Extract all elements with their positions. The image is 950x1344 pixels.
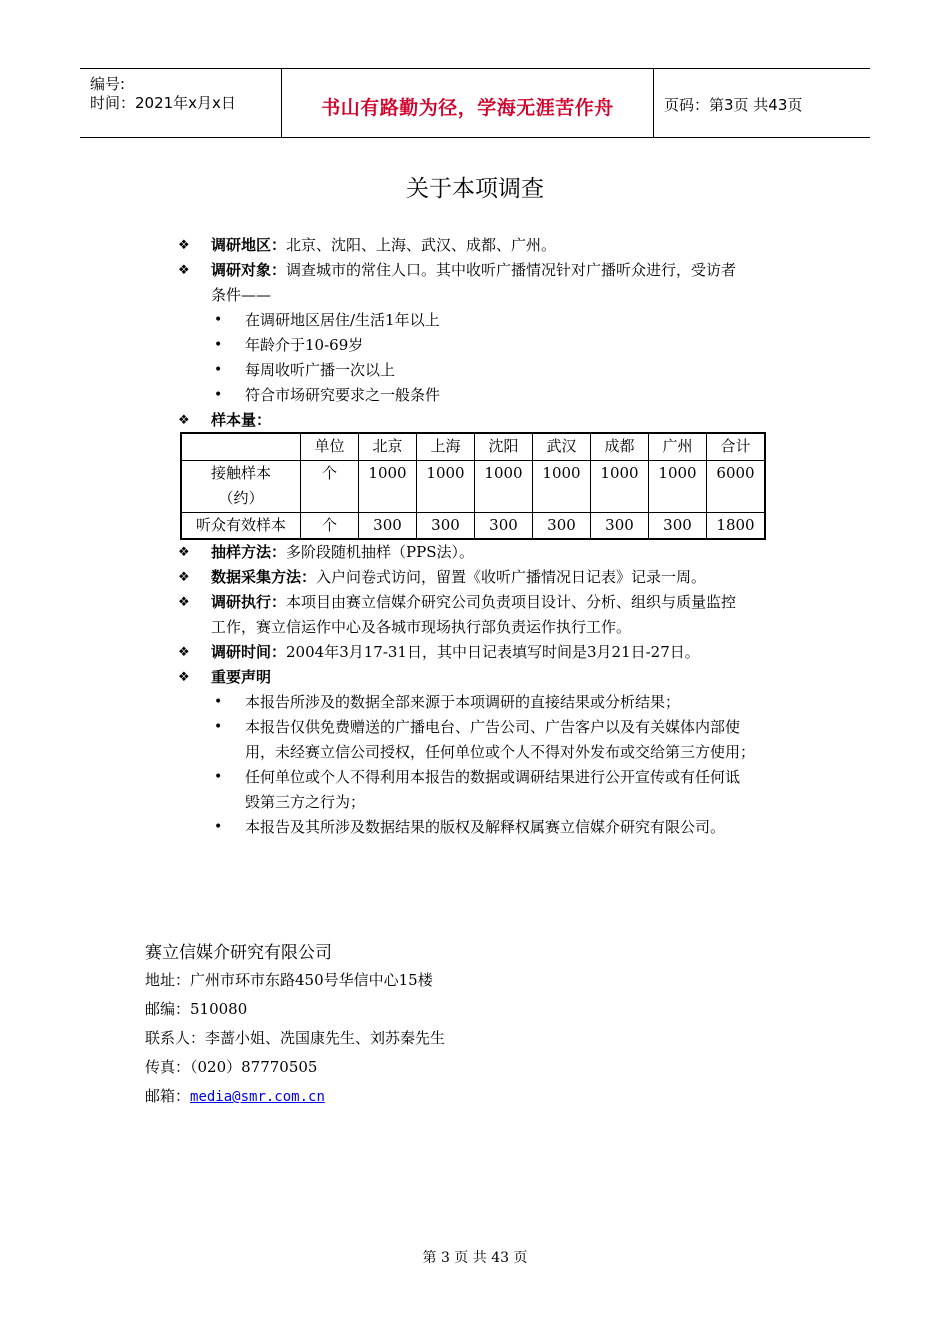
statement-item-cont: 用，未经赛立信公司授权，任何单位或个人不得对外发布或交给第三方使用；: [245, 743, 756, 761]
table-cell: 300: [417, 512, 475, 539]
table-header-cell: 北京: [359, 433, 417, 460]
table-header-cell: 广州: [649, 433, 707, 460]
table-header-row: [181, 433, 765, 460]
sampling-label: 抽样方法：: [211, 543, 287, 561]
statement-item-cont: 毁第三方之行为；: [245, 793, 366, 811]
collection-value: 入户问卷式访问，留置《收听广播情况日记表》记录一周。: [316, 568, 707, 586]
table-cell: 300: [533, 512, 591, 539]
table-row-name: [181, 460, 301, 512]
row-name-line: 接触样本: [210, 463, 271, 482]
table-header-cell: 单位: [301, 433, 359, 460]
table-header-cell: 沈阳: [475, 433, 533, 460]
sample-table: [180, 432, 766, 540]
contact-fax: 传真：（020）87770505: [145, 1058, 318, 1076]
target-line: [211, 258, 736, 283]
header-date: 时间：2021年x月x日: [90, 94, 236, 112]
table-header-cell: 合计: [707, 433, 766, 460]
table-cell: 1000: [591, 460, 649, 512]
condition-item: 每周收听广播一次以上: [245, 361, 396, 379]
diamond-bullet-icon: ❖: [178, 595, 190, 610]
condition-item: 符合市场研究要求之一般条件: [245, 386, 441, 404]
header-meta-cell: [80, 69, 282, 137]
statement-label: 重要声明: [211, 668, 272, 686]
diamond-bullet-icon: ❖: [178, 238, 190, 253]
sampling-value: 多阶段随机抽样（PPS法）。: [286, 543, 474, 561]
dot-bullet-icon: •: [214, 337, 223, 353]
table-cell: 300: [475, 512, 533, 539]
email-label: 邮箱：: [145, 1087, 191, 1105]
contact-persons: 联系人：李蔷小姐、冼国康先生、刘苏秦先生: [145, 1029, 446, 1047]
page-title: 关于本项调查: [406, 176, 544, 202]
table-header-cell: 上海: [417, 433, 475, 460]
time-label: 调研时间：: [211, 643, 287, 661]
execution-label: 调研执行：: [211, 593, 287, 611]
table-cell: 个: [301, 512, 359, 539]
condition-item: 在调研地区居住/生活1年以上: [245, 311, 440, 329]
table-cell: 6000: [707, 460, 766, 512]
region-label: 调研地区：: [211, 236, 287, 254]
dot-bullet-icon: •: [214, 387, 223, 403]
company-name: 赛立信媒介研究有限公司: [145, 943, 332, 963]
page-footer: 第 3 页 共 43 页: [422, 1250, 528, 1266]
diamond-bullet-icon: ❖: [178, 645, 190, 660]
table-cell: 1800: [707, 512, 766, 539]
region-line: [211, 233, 556, 258]
dot-bullet-icon: •: [214, 362, 223, 378]
time-value: 2004年3月17-31日，其中日记表填写时间是3月21日-27日。: [286, 643, 700, 661]
dot-bullet-icon: •: [214, 312, 223, 328]
table-row: [181, 512, 765, 539]
row-name-line: （约）: [218, 488, 264, 507]
contact-address: 地址：广州市环市东路450号华信中心15楼: [145, 971, 433, 989]
statement-item: 本报告及其所涉及数据结果的版权及解释权属赛立信媒介研究有限公司。: [245, 818, 726, 836]
statement-item: 本报告所涉及的数据全部来源于本项调研的直接结果或分析结果；: [245, 693, 681, 711]
execution-value: 本项目由赛立信媒介研究公司负责项目设计、分析、组织与质量监控: [286, 593, 737, 611]
statement-item: 本报告仅供免费赠送的广播电台、广告公司、广告客户以及有关媒体内部使: [245, 718, 741, 736]
table-cell: 300: [649, 512, 707, 539]
table-header-cell: [181, 433, 301, 460]
time-line: [211, 640, 700, 665]
dot-bullet-icon: •: [214, 819, 223, 835]
collection-line: [211, 565, 706, 590]
sampling-line: [211, 540, 474, 565]
header-motto: 书山有路勤为径，学海无涯苦作舟: [321, 97, 614, 119]
execution-line-cont: 工作，赛立信运作中心及各城市现场执行部负责运作执行工作。: [211, 618, 632, 636]
statement-item: 任何单位或个人不得利用本报告的数据或调研结果进行公开宣传或有任何诋: [245, 768, 741, 786]
condition-item: 年龄介于10-69岁: [245, 336, 364, 354]
diamond-bullet-icon: ❖: [178, 570, 190, 585]
table-header-cell: 武汉: [533, 433, 591, 460]
email-link[interactable]: media@smr.com.cn: [190, 1089, 325, 1105]
header-motto-cell: [282, 69, 654, 137]
dot-bullet-icon: •: [214, 719, 223, 735]
table-cell: 300: [359, 512, 417, 539]
target-label: 调研对象：: [211, 261, 287, 279]
target-line-cont: 条件——: [211, 286, 272, 304]
table-cell: 1000: [359, 460, 417, 512]
dot-bullet-icon: •: [214, 694, 223, 710]
header-page-cell: [654, 69, 870, 137]
contact-postcode: 邮编：510080: [145, 1000, 248, 1018]
page-header: [80, 68, 870, 138]
table-cell: 1000: [533, 460, 591, 512]
diamond-bullet-icon: ❖: [178, 545, 190, 560]
table-row: [181, 460, 765, 512]
execution-line: [211, 590, 736, 615]
header-page-info: 页码：第3页 共43页: [664, 96, 803, 114]
diamond-bullet-icon: ❖: [178, 670, 190, 685]
table-cell: 个: [301, 460, 359, 512]
target-value: 调查城市的常住人口。其中收听广播情况针对广播听众进行，受访者: [286, 261, 737, 279]
collection-label: 数据采集方法：: [211, 568, 317, 586]
table-cell: 300: [591, 512, 649, 539]
diamond-bullet-icon: ❖: [178, 413, 190, 428]
sample-label: 样本量：: [211, 411, 272, 429]
region-value: 北京、沈阳、上海、武汉、成都、广州。: [286, 236, 557, 254]
contact-email-line: [145, 1085, 325, 1108]
table-cell: 1000: [475, 460, 533, 512]
table-cell: 1000: [417, 460, 475, 512]
dot-bullet-icon: •: [214, 769, 223, 785]
table-row-name: 听众有效样本: [181, 512, 301, 539]
table-cell: 1000: [649, 460, 707, 512]
table-header-cell: 成都: [591, 433, 649, 460]
diamond-bullet-icon: ❖: [178, 263, 190, 278]
header-number: 编号:: [90, 75, 126, 93]
